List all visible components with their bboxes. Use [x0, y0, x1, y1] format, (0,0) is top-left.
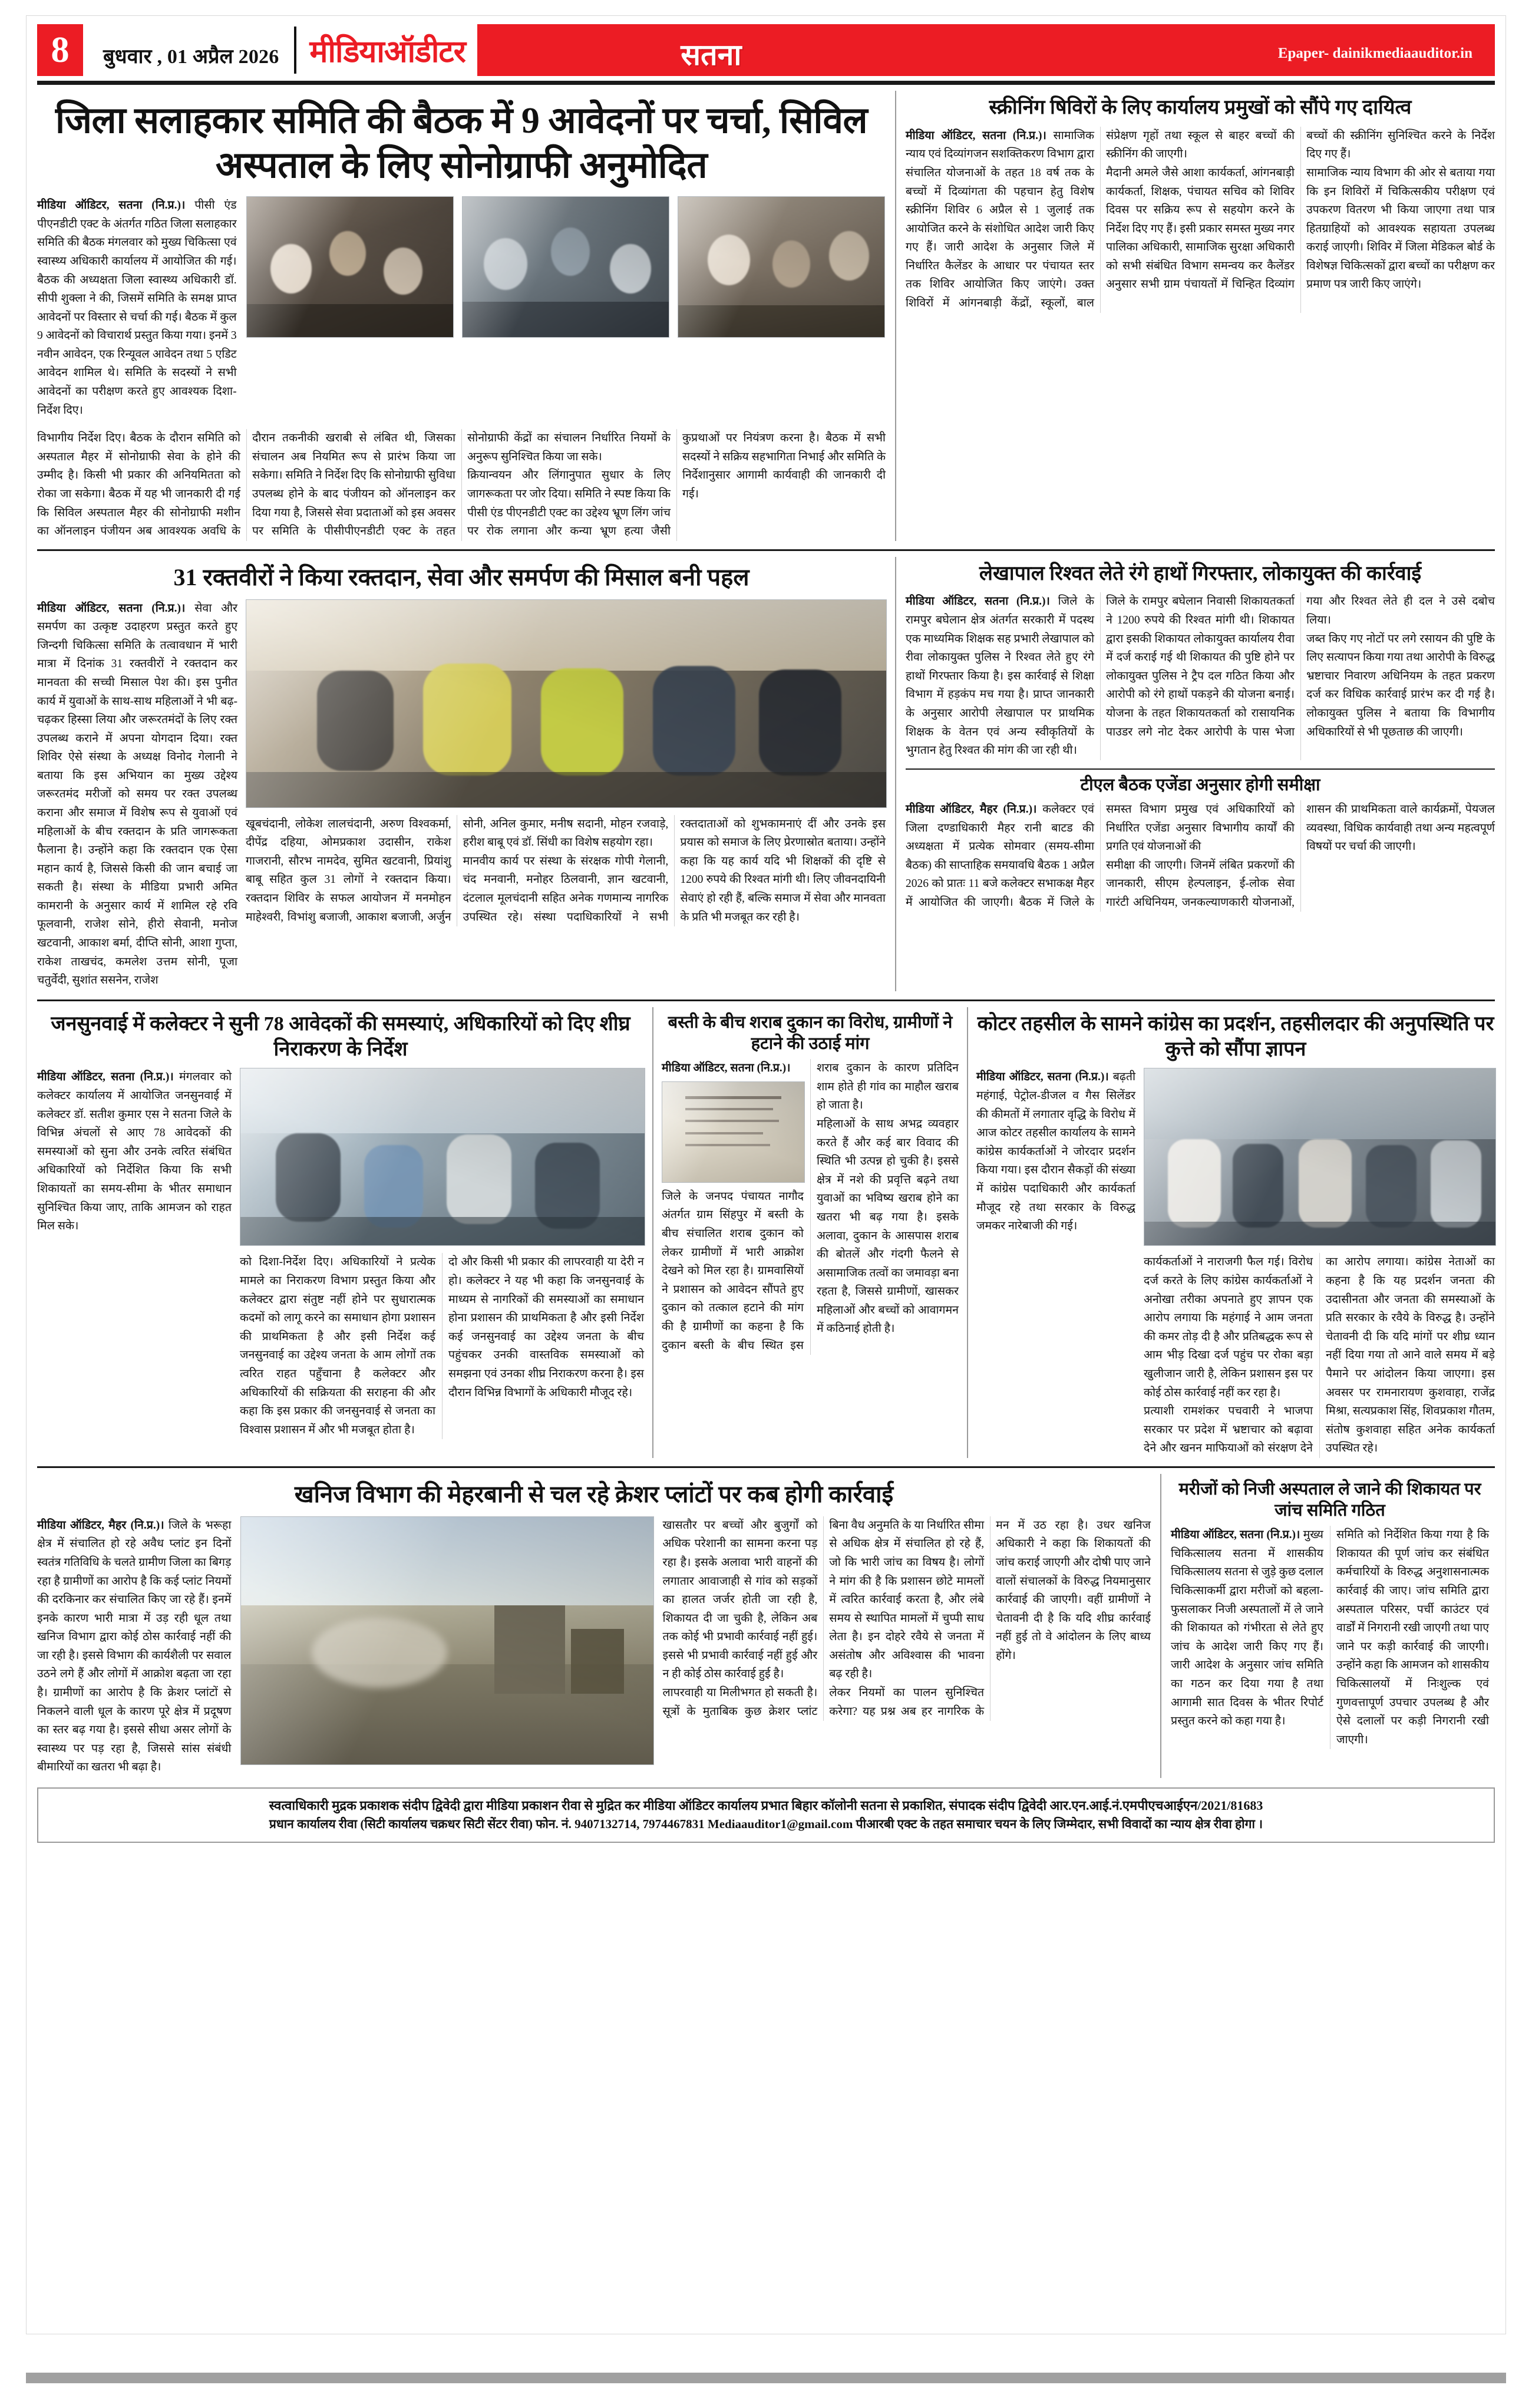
- section-rule-tl: [906, 768, 1495, 770]
- jansunwai-byline: मीडिया ऑडिटर, सतना (नि.प्र.)।: [37, 1071, 174, 1084]
- protest-col-1: [976, 1068, 1135, 1457]
- jansunwai-row: [37, 1068, 644, 1439]
- crusher-para-2: खासतौर पर बच्चों और बुजुर्गों को अधिक परेशानी का सामना करना पड़ रहा है। इसके अलावा भारी वाहनों की लगातार आवाजाही से गांव को सड़कों का हालत जर्जर होती जा रही है, शिकायत दी जा चुकी है, लेकिन अब तक कोई भी प्रभावी कार्रवाई नहीं हुई। इससे भी प्रभावी कार्रवाई नहीं हुई और न ही कोई ठोस कार्रवाई हुई है।: [662, 1519, 818, 1681]
- lekhapal-col-1: [906, 592, 1094, 760]
- screening-para-1: सामाजिक न्याय एवं दिव्यांगजन सशक्तिकरण विभाग द्वारा संचालित योजनाओं के तहत 18 वर्ष तक के बच्चों में दिव्यांगता की पहचान हेतु विशेष स्क्रीनिंग शिविर 6 अप्रैल से 1 जुलाई तक आयोजित करने के संशोधित आदेश जारी किए गए हैं। जारी आदेश के अनुसार जिले में निर्धारित कैलेंडर के आधार पर पंचायत स्तर तक शिविर आयोजित किए जाएंगे। उक्त शिविरों में आंगनबाड़ी केंद्रों, स्कूलों, बाल संप्रेक्षण गृहों तथा स्कूल से बाहर बच्चों की स्क्रीनिंग की जाएगी।: [906, 129, 1295, 310]
- hospital-headline: मरीजों को निजी अस्पताल ले जाने की शिकायत पर जांच समिति गठित: [1178, 1479, 1481, 1520]
- section-rule-3: [37, 1466, 1495, 1468]
- masthead-rule: [37, 81, 1495, 85]
- crusher-continuation: [662, 1516, 1151, 1721]
- jansunwai-para-4: दो और किसी भी प्रकार की लापरवाही या देरी न हो। कलेक्टर ने यह भी कहा कि जनसुनवाई के माध्यम से नागरिकों की समस्याओं का समाधान होना प्रशासन की प्राथमिकता है और इसी निर्देश कई जनसुनवाई का उद्देश्य जनता के बीच पहुंचकर उनकी वास्तविक समस्याओं को समझना एवं उनका शीघ्र निराकरण करना है। इस दौरान विभिन्न विभागों के अधिकारी मौजूद रहे।: [448, 1256, 644, 1399]
- lead-col-1: [37, 196, 237, 421]
- bottom-block: [37, 1474, 1495, 1778]
- lead-para-2: विभागीय निर्देश दिए। बैठक के दौरान समिति को अस्पताल मैहर में सोनोग्राफी सेवा के होने की उम्मीद है। किसी भी प्रकार की अनियमितता को रोका जा सकेगा। बैठक में यह भी जानकारी दी गई कि सिविल अस्पताल मैहर की सोनोग्राफी मशीन का ऑनलाइन पंजीयन अब आवश्यक अवधि के दौरान तकनीकी खराबी से लंबित थी, जिसका संचालन अब नियमित रूप से प्रारंभ किया जा सकेगा। समिति ने निर्देश दिए कि सोनोग्राफी सुविधा उपलब्ध होने के बाद पंजीयन को ऑनलाइन कर दिया गया है, जिससे सेवा प्रदाताओं को इस अवसर पर समिति के पीसीपीएनडीटी एक्ट के तहत सोनोग्राफी केंद्रों का संचालन निर्धारित नियमों के अनुरूप सुनिश्चित किया जा सके।: [37, 432, 671, 538]
- top-block: [37, 85, 1495, 541]
- screening-para-3: सामाजिक न्याय विभाग की ओर से बताया गया कि इन शिविरों में चिकित्सकीय परीक्षण एवं उपकरण वितरण भी किया जाएगा तथा पात्र हितग्राहियों को आवश्यक सहायता उपलब्ध कराई जाएगी। शिविर में जिला मेडिकल बोर्ड के विशेषज्ञ चिकित्सकों द्वारा बच्चों का परीक्षण कर प्रमाण पत्र जारी किए जाएंगे।: [1306, 166, 1495, 291]
- photo-crusher-plant: [240, 1516, 654, 1765]
- blood-para-3: मानवीय कार्य पर संस्था के संरक्षक गोपी गेलानी, चंद मनवानी, मनोहर ठिलवानी, ज्ञान खटवानी, दंटलाल मूलचंदानी सहित अनेक गणमान्य नागरिक उपस्थित रहे। संस्था पदाधिकारियों ने सभी रक्तदाताओं को शुभकामनाएं दीं और उनके इस प्रयास को समाज के लिए प्रेरणास्रोत बताया। उन्होंने कहा कि यह कार्य यदि भी शिक्षकों की दृष्टि से 1200 रुपये की रिश्वत मांगी थी। लिए जीवनदायिनी सेवाएं हो रही हैं, बल्कि समाज में सेवा और मानवता के प्रति भी मजबूत कर रही है।: [463, 817, 886, 923]
- tl-headline: टीएल बैठक एजेंडा अनुसार होगी समीक्षा: [1080, 775, 1320, 794]
- lead-headline: जिला सलाहकार समिति की बैठक में 9 आवेदनों पर चर्चा, सिविल अस्पताल के लिए सोनोग्राफी अनुमोदित: [55, 101, 867, 186]
- photo-office-meeting: [246, 196, 454, 338]
- screening-para-2: मैदानी अमले जैसे आशा कार्यकर्ता, आंगनबाड़ी कार्यकर्ता, शिक्षक, पंचायत सचिव को शिविर दिवस पर सक्रिय रूप से सहयोग करने के निर्देश दिए गए हैं। इसी प्रकार समस्त मुख्य नगर पालिका अधिकारी, सामाजिक सुरक्षा अधिकारी को सभी संबंधित विभाग समन्वय कर कैलेंडर अनुसार सभी ग्राम पंचायतों में चिन्हित दिव्यांग बच्चों की स्क्रीनिंग सुनिश्चित करने के निर्देश दिए गए हैं।: [1106, 129, 1495, 291]
- crusher-col1-text: [37, 1516, 231, 1777]
- blood-row: [37, 599, 886, 991]
- column-divider-5: [1160, 1474, 1161, 1778]
- liquor-story: [662, 1007, 959, 1458]
- column-divider-2: [895, 557, 896, 991]
- lead-byline: मीडिया ऑडिटर, सतना (नि.प्र.)।: [37, 199, 186, 212]
- column-divider-1: [895, 91, 896, 541]
- protest-story: [976, 1007, 1495, 1458]
- lekhapal-para-2: जिले के रामपुर बघेलान निवासी शिकायतकर्ता ने 1200 रुपये की रिश्वत मांगी थी। शिकायत द्वारा इसकी शिकायत लोकायुक्त कार्यालय रीवा में दर्ज कराई गई थी शिकायत की पुष्टि होने पर लोकायुक्त पुलिस ने ट्रैप दल गठित किया और आरोपी को रंगे हाथों पकड़ने की योजना बनाई। योजना के तहत शिकायतकर्ता को रासायनिक पाउडर लगे नोट देकर आरोपी के पास भेजा गया और रिश्वत लेते ही दल ने उसे दबोच लिया।: [1106, 595, 1495, 738]
- epaper-url[interactable]: Epaper- dainikmediaauditor.in: [1277, 45, 1472, 61]
- protest-para-2: कार्यकर्ताओं ने नाराजगी फैल गई। विरोध दर्ज करते के लिए कांग्रेस कार्यकर्ताओं ने अनोखा तरीका अपनाते हुए ज्ञापन एक आरोप लगाया कि महंगाई ने आम जनता की कमर तोड़ दी है और प्रतिबद्धक रूप से आम भीड़ दिखा दर्ज पहुंच पर रोका बड़ा खुलीजान जारी है, लेकिन प्रशासन इस पर कोई ठोस कार्रवाई नहीं कर रहा है।: [1144, 1256, 1313, 1399]
- imprint-line-2: प्रधान कार्यालय रीवा (सिटी कार्यालय चक्रधर सिटी सेंटर रीवा) फोन. नं. 9407132714, 7974467831 Mediaauditor1@gmail.com पीआरबी एक्ट के तहत समाचार चयन के लिए जिम्मेदार, सभी विवादों का न्याय क्षेत्र रीवा होगा ।: [269, 1816, 1263, 1831]
- lead-para-1: पीसी एंड पीएनडीटी एक्ट के अंतर्गत गठित जिला सलाहकार समिति की बैठक मंगलवार को मुख्य चिकित्सा एवं स्वास्थ्य अधिकारी कार्यालय में आयोजित की गई। बैठक की अध्यक्षता जिला स्वास्थ्य अधिकारी डॉ. सीपी शुक्ला ने की, जिसमें समिति के समक्ष प्राप्त आवेदनों पर विस्तार से चर्चा की गई। बैठक में कुल 9 आवेदनों को विचारार्थ प्रस्तुत किया गया। इनमें 3 नवीन आवेदन, एक रिन्यूवल आवेदन तथा 5 एडिट आवेदन शामिल थे। समिति के सदस्यों ने सभी आवेदनों का परीक्षण करते हुए आवश्यक दिशा-निर्देश दिए।: [37, 199, 237, 417]
- lead-photo-row: [246, 196, 886, 338]
- crusher-photo-wrap: [240, 1516, 653, 1778]
- crusher-row: [37, 1516, 1151, 1778]
- liquor-byline: मीडिया ऑडिटर, सतना (नि.प्र.)।: [662, 1062, 791, 1075]
- protest-headline: कोटर तहसील के सामने कांग्रेस का प्रदर्शन, तहसीलदार की अनुपस्थिति पर कुत्ते को सौंपा ज्ञापन: [977, 1012, 1494, 1060]
- lekhapal-para-3: जब्त किए गए नोटों पर लगे रसायन की पुष्टि के लिए सत्यापन किया गया तथा आरोपी के विरुद्ध भ्रष्टाचार निवारण अधिनियम के तहत प्रकरण दर्ज कर विधिक कार्रवाई प्रारंभ कर दी गई है। लोकायुक्त पुलिस ने बताया कि विभागीय अधिकारियों से भी पूछताछ की जाएगी।: [1306, 632, 1495, 738]
- jansunwai-col1-text: [37, 1068, 232, 1235]
- page-sheet: [26, 15, 1506, 2334]
- jansunwai-right: [240, 1068, 644, 1439]
- photo-blood-donors-group: [246, 599, 887, 808]
- newspaper-brand-logo: मीडियाऑडीटर: [309, 35, 465, 69]
- lekhapal-body: [906, 592, 1495, 760]
- lekhapal-para-1: जिले के रामपुर बघेलान क्षेत्र अंतर्गत सरकारी में पदस्थ एक माध्यमिक शिक्षक सह प्रभारी लेखापाल को रीवा लोकायुक्त पुलिस ने रिश्वत लेते हुए रंगे हाथों गिरफ्तार किया है। इस कार्रवाई से शिक्षा विभाग में हड़कंप मच गया है। प्राप्त जानकारी के अनुसार आरोपी लेखापाल पर प्राथमिक शिक्षक के वेतन एवं अन्य स्वीकृतियों के भुगतान हेतु रिश्वत की मांग की जा रही थी।: [906, 595, 1095, 757]
- jansunwai-story: [37, 1007, 644, 1458]
- lead-top-row: [37, 196, 886, 421]
- protest-row: [976, 1068, 1495, 1457]
- tl-para-1: कलेक्टर एवं जिला दण्डाधिकारी मैहर रानी बाटड की अध्यक्षता में प्रत्येक सोमवार (समय-सीमा बैठक) की साप्ताहिक समयावधि बैठक 1 अप्रैल 2026 को प्रातः 11 बजे कलेक्टर सभाकक्ष मैहर में आयोजित की जाएगी। बैठक में जिले के समस्त विभाग प्रमुख एवं अधिकारियों को निर्धारित एजेंडा अनुसार विभागीय कार्यों की प्रगति एवं योजनाओं की: [906, 803, 1295, 909]
- liquor-para-2: महिलाओं के साथ अभद्र व्यवहार करते हैं और कई बार विवाद की स्थिति भी उत्पन्न हो चुकी है। इससे क्षेत्र में नशे की प्रवृत्ति बढ़ने तथा युवाओं का भविष्य खराब होने का खतरा भी बढ़ गया है। इसके अलावा, दुकान के आसपास शराब की बोतलें और गंदगी फैलने से असामाजिक तत्वों का जमावड़ा बना रहता है, जिससे ग्रामीणों, खासकर महिलाओं और बच्चों को आवागमन में कठिनाई होती है।: [817, 1118, 959, 1335]
- blood-byline: मीडिया ऑडिटर, सतना (नि.प्र.)।: [37, 602, 186, 615]
- crusher-text-wrap: [662, 1516, 1151, 1778]
- jansunwai-headline: जनसुनवाई में कलेक्टर ने सुनी 78 आवेदकों की समस्याएं, अधिकारियों को दिए शीघ्र निराकरण के निर्देश: [51, 1012, 630, 1060]
- lekhapal-byline: मीडिया ऑडिटर, सतना (नि.प्र.)।: [906, 595, 1050, 608]
- lead-para-3: क्रियान्वयन और लिंगानुपात सुधार के लिए जागरूकता पर जोर दिया। समिति ने स्पष्ट किया कि पीसी एंड पीएनडीटी एक्ट का उद्देश्य भ्रूण लिंग जांच पर रोक लगाना और कन्या भ्रूण हत्या जैसी कुप्रथाओं पर नियंत्रण करना है। बैठक में सभी सदस्यों ने सक्रिय सहभागिता निभाई और समिति के निर्देशानुसार आगामी कार्यवाही की जानकारी दी गई।: [467, 432, 886, 538]
- crusher-headline: खनिज विभाग की मेहरबानी से चल रहे क्रेशर प्लांटों पर कब होगी कार्रवाई: [294, 1480, 894, 1508]
- imprint-line-1: स्वत्वाधिकारी मुद्रक प्रकाशक संदीप द्विवेदी द्वारा मीडिया प्रकाशन रीवा से मुद्रित कर मीडिया ऑडिटर कार्यालय प्रभात बिहार कॉलोनी सतना से प्रकाशित, संपादक संदीप द्विवेदी आर.एन.आई.नं.एमपीएचआईएन/2021/81683: [269, 1797, 1263, 1813]
- photo-congress-protest: [1144, 1068, 1496, 1246]
- crusher-para-4: लेकर नियमों का पालन सुनिश्चित करेगा? यह प्रश्न अब हर नागरिक के मन में उठ रहा है। उधर खनिज अधिकारी ने कहा कि शिकायतों की जांच कराई जाएगी और दोषी पाए जाने वालों संचालकों के विरुद्ध नियमानुसार कार्रवाई की जाएगी। वहीं ग्रामीणों ने चेतावनी दी है कि यदि शीघ्र कार्रवाई नहीं हुई तो वे आंदोलन के लिए बाध्य होंगे।: [829, 1519, 1151, 1718]
- right-stack: [906, 557, 1495, 991]
- liquor-body: [662, 1059, 959, 1355]
- hospital-story: [1171, 1474, 1489, 1778]
- second-block: [37, 557, 1495, 991]
- jansunwai-para-3: को दिशा-निर्देश दिए। अधिकारियों ने प्रत्येक मामले का निराकरण विभाग प्रस्तुत किया और कलेक्टर द्वारा संतुष्ट नहीं होने पर सुधारात्मक कदमों को लागू करने का समाधान होगा प्रशासन की प्राथमिकता है और इसी निर्देश कई जनसुनवाई का उद्देश्य जनता के आम लोगों तक त्वरित राहत पहुँचाना है कलेक्टर और अधिकारियों की सक्रियता की सराहना की और कहा कि इस प्रकार की जनसुनवाई से जनता का विश्वास प्रशासन में और भी मजबूत होता है।: [240, 1256, 435, 1436]
- blood-col1-text: [37, 599, 237, 990]
- column-divider-3: [652, 1007, 653, 1458]
- bottom-strip: [26, 2373, 1506, 2383]
- screening-body: [906, 127, 1495, 313]
- crusher-col-1: [37, 1516, 231, 1778]
- lead-photos: [246, 196, 886, 421]
- protest-col1-text: [976, 1068, 1135, 1235]
- lead-story: [37, 91, 886, 541]
- blood-continuation: [246, 815, 886, 926]
- photo-officials-discussion: [678, 196, 885, 338]
- hospital-para-1: मुख्य चिकित्सालय सतना में शासकीय चिकित्सालय सतना से जुड़े कुछ दलाल चिकित्साकर्मी द्वारा मरीजों को बहला-फुसलाकर निजी अस्पतालों में ले जाने की शिकायत को गंभीरता से लेते हुए जांच के आदेश जारी किए गए हैं। जारी आदेश के अनुसार जांच समिति का गठन कर दिया गया है तथा आगामी सात दिवस के भीतर रिपोर्ट प्रस्तुत करने को कहा गया है।: [1171, 1529, 1323, 1728]
- hospital-para-2: समिति को निर्देशित किया गया है कि शिकायत की पूर्ण जांच कर संबंधित कर्मचारियों के विरुद्ध अनुशासनात्मक कार्रवाई की जाए। जांच समिति द्वारा अस्पताल परिसर, पर्ची काउंटर एवं वार्डों में निगरानी रखी जाएगी तथा पाए जाने पर कड़ी कार्रवाई की जाएगी। उन्होंने कहा कि आमजन को शासकीय चिकित्सालयों में निःशुल्क एवं गुणवत्तापूर्ण उपचार उपलब्ध है और ऐसे दलालों पर कड़ी निगरानी रखी जाएगी।: [1336, 1529, 1489, 1746]
- hospital-col-1: [1171, 1526, 1323, 1730]
- photo-committee-meeting: [462, 196, 669, 338]
- lekhapal-headline: लेखापाल रिश्वत लेते रंगे हाथों गिरफ्तार, लोकायुक्त की कार्रवाई: [979, 562, 1422, 585]
- section-rule-2: [37, 1000, 1495, 1001]
- jansunwai-para-1: मंगलवार को कलेक्टर कार्यालय में आयोजित जनसुनवाई में कलेक्टर डॉ. सतीश कुमार एस ने सतना जिले के विभिन्न अंचलों से आए 78 आवेदकों की समस्याओं को सुना और उनके त्वरित संबंधित अधिकारियों को निर्देशित किया कि सभी शिकायतों का समय-सीमा के भीतर समाधान सुनिश्चित किया जाए, ताकि आमजन को राहत मिल सके।: [37, 1071, 232, 1233]
- blood-right: [246, 599, 886, 991]
- photo-memorandum-document: [662, 1081, 805, 1183]
- crusher-para-1: जिले के भरूहा क्षेत्र में संचालित हो रहे अवैध प्लांट इन दिनों स्वतंत्र गतिविधि के चलते ग्रामीण जिला का बिगड़ रहा है ग्रामीणों का आरोप है कि कई प्लांट नियमों की दरकिनार कर संचालित किए जा रहे हैं। इनमें इनके कारण भारी मात्रा में उड़ रही धूल तथा खनिज विभाग द्वारा कोई ठोस कार्रवाई नहीं की जा रही है। इससे विभाग की कार्यशैली पर सवाल उठने लगे हैं और लोगों में आक्रोश बढ़ता जा रहा है। ग्रामीणों का आरोप है कि क्रेशर प्लांटों से निकलने वाली धूल के कारण पूरे क्षेत्र में प्रदूषण का स्तर बढ़ गया है। इससे सीधा असर लोगों के स्वास्थ्य पर पड़ रहा है, जिससे सांस संबंधी बीमारियों का खतरा भी बढ़ा है।: [37, 1519, 232, 1774]
- crusher-byline: मीडिया ऑडिटर, मैहर (नि.प्र.)।: [37, 1519, 164, 1532]
- screening-byline: मीडिया ऑडिटर, सतना (नि.प्र.)।: [906, 129, 1046, 142]
- hospital-byline: मीडिया ऑडिटर, सतना (नि.प्र.)।: [1171, 1529, 1300, 1542]
- tl-byline: मीडिया ऑडिटर, मैहर (नि.प्र.)।: [906, 803, 1037, 816]
- liquor-para-1: जिले के जनपद पंचायत नागौद अंतर्गत ग्राम सिंहपुर में बस्ती के बीच संचालित शराब दुकान को लेकर ग्रामीणों में भारी आक्रोश देखने को मिल रहा है। ग्रामवासियों ने प्रशासन को आवेदन सौंपते हुए दुकान को तत्काल हटाने की मांग की है ग्रामीणों का कहना है कि दुकान बस्ती के बीच स्थित इस शराब दुकान के कारण प्रतिदिन शाम होते ही गांव का माहौल खराब हो जाता है।: [662, 1062, 959, 1352]
- hospital-body: [1171, 1526, 1489, 1749]
- blood-story: [37, 557, 886, 991]
- lead-col1-text: [37, 196, 237, 420]
- lead-continuation: [37, 429, 886, 540]
- liquor-headline: बस्ती के बीच शराब दुकान का विरोध, ग्रामीणों ने हटाने की उठाई मांग: [668, 1012, 953, 1054]
- tl-body: [906, 800, 1495, 912]
- protest-right: [1144, 1068, 1495, 1457]
- jansunwai-continuation: [240, 1253, 644, 1439]
- protest-byline: मीडिया ऑडिटर, सतना (नि.प्र.)।: [976, 1071, 1109, 1084]
- third-block: [37, 1007, 1495, 1458]
- imprint-box: [37, 1787, 1495, 1843]
- blood-headline: 31 रक्तवीरों ने किया रक्तदान, सेवा और समर्पण की मिसाल बनी पहल: [173, 563, 750, 591]
- edition-bar: [477, 24, 1495, 76]
- tl-para-2: समीक्षा की जाएगी। जिनमें लंबित प्रकरणों की जानकारी, सीएम हेल्पलाइन, ई-लोक सेवा गारंटी अधिनियम, जनकल्याणकारी योजनाओं, शासन की प्राथमिकता वाले कार्यक्रमों, पेयजल व्यवस्था, विधिक कार्यवाही तथा अन्य महत्वपूर्ण विषयों पर चर्चा की जाएगी।: [1106, 803, 1495, 909]
- screening-story: [906, 91, 1495, 541]
- photo-public-hearing: [240, 1068, 645, 1246]
- protest-continuation: [1144, 1253, 1495, 1457]
- protest-para-1: बढ़ती महंगाई, पेट्रोल-डीजल व गैस सिलेंडर की कीमतों में लगातार वृद्धि के विरोध में आज कोटर तहसील कार्यालय के सामने कांग्रेस कार्यकर्ताओं ने जोरदार प्रदर्शन किया गया। इस दौरान सैकड़ों की संख्या में कांग्रेस पदाधिकारी और कार्यकर्ता मौजूद रहे तथा सरकार के विरुद्ध जमकर नारेबाजी की गई।: [976, 1071, 1136, 1233]
- jansunwai-col-1: [37, 1068, 232, 1439]
- top-row: [37, 91, 1495, 541]
- blood-para-1: सेवा और समर्पण का उत्कृष्ट उदाहरण प्रस्तुत करते हुए जिन्दगी चिकित्सा समिति के तत्वावधान में भारी मात्रा में दिनांक 31 रक्तवीरों ने रक्तदान कर मानवता की सच्ची मिसाल पेश की। इस पुनीत कार्य में युवाओं के साथ-साथ महिलाओं ने भी बढ़-चढ़कर हिस्सा लिया और जरूरतमंदों के लिए रक्त उपलब्ध कराने में अपना योगदान दिया। रक्त शिविर ऐसे संस्था के अध्यक्ष विनोद गेलानी ने बताया कि इस अभियान का मुख्य उद्देश्य जरूरतमंद मरीजों को समय पर रक्त उपलब्ध कराना और समाज में विशेष रूप से युवाओं एवं महिलाओं के बीच रक्तदान के प्रति जागरूकता फैलाना है। उन्होंने कहा कि रक्तदान एक ऐसा महान कार्य है, जिससे किसी की जान बचाई जा सकती है। संस्था के मीडिया प्रभारी अमित कामरानी के अनुसार कार्य में शामिल रहे रवि फूलवानी, राजेश सोने, हीरो सेवानी, मनोज खटवानी, आकाश बर्मा, दीप्ति सोनी, आशा गुप्ता, राकेश ताखचंद, कमलेश उत्तम सोनी, पूजा चतुर्वेदी, सुशांत ससनेन, राजेश: [37, 602, 237, 987]
- section-rule-1: [37, 549, 1495, 551]
- crusher-para-3: लापरवाही या मिलीभगत हो सकती है। सूत्रों के मुताबिक कुछ क्रेशर प्लांट बिना वैध अनुमति के या निर्धारित सीमा से अधिक क्षेत्र में संचालित हो रहे हैं, जो कि भारी जांच का विषय है। लोगों ने मांग की है कि प्रशासन छोटे मामलों में त्वरित कार्रवाई करता है, और लंबे समय से स्थापित मामलों में चुप्पी साध लेता है। इन दोहरे रवैये से जनता में असंतोष और अविश्वास की भावना बढ़ रही है।: [662, 1519, 985, 1718]
- publication-date: बुधवार , 01 अप्रैल 2026: [103, 46, 279, 68]
- screening-headline: स्क्रीनिंग षिविरों के लिए कार्यालय प्रमुखों को सौंपे गए दायित्व: [989, 97, 1412, 118]
- protest-para-3: प्रत्याशी रामशंकर पचवारी ने भाजपा सरकार पर प्रदेश में भ्रष्टाचार को बढ़ावा देने और खनन माफियाओं को संरक्षण देने का आरोप लगाया। कांग्रेस नेताओं का कहना है कि यह प्रदर्शन जनता की उदासीनता और जनता की समस्याओं के प्रति सरकार के रवैये के विरुद्ध है। उन्होंने चेतावनी दी कि यदि मांगों पर शीघ्र ध्यान नहीं दिया गया तो आने वाले समय में बड़े पैमाने पर आंदोलन किया जाएगा। इस अवसर पर रामनारायण कुशवाहा, राजेंद्र मिश्रा, सत्यप्रकाश सिंह, शिवप्रकाश गौतम, संतोष कुशवाहा सहित अनेक कार्यकर्ता उपस्थित रहे।: [1144, 1256, 1495, 1455]
- blood-para-2: खूबचंदानी, लोकेश लालचंदानी, अरुण विश्वकर्मा, दीपेंद्र दहिया, ओमप्रकाश उदासीन, राकेश गाजरानी, सौरभ नामदेव, सुमित खटवानी, प्रियांशु बाबू सहित कुल 31 लोगों ने रक्तदान किया। रक्तदान शिविर के सफल आयोजन में मनमोहन माहेश्वरी, विभांशु बजाजी, आकाश बजाजी, अर्जुन सोनी, अनिल कुमार, मनीष सदानी, मोहन रजवाड़े, हरीश बाबू एवं डॉ. सिंधी का विशेष सहयोग रहा।: [246, 817, 669, 923]
- crusher-story: [37, 1474, 1151, 1778]
- edition-name: सतना: [681, 38, 742, 71]
- page-number-badge: 8: [37, 24, 83, 76]
- column-divider-4: [967, 1007, 968, 1458]
- blood-col-1: [37, 599, 237, 991]
- masthead: [37, 16, 1495, 80]
